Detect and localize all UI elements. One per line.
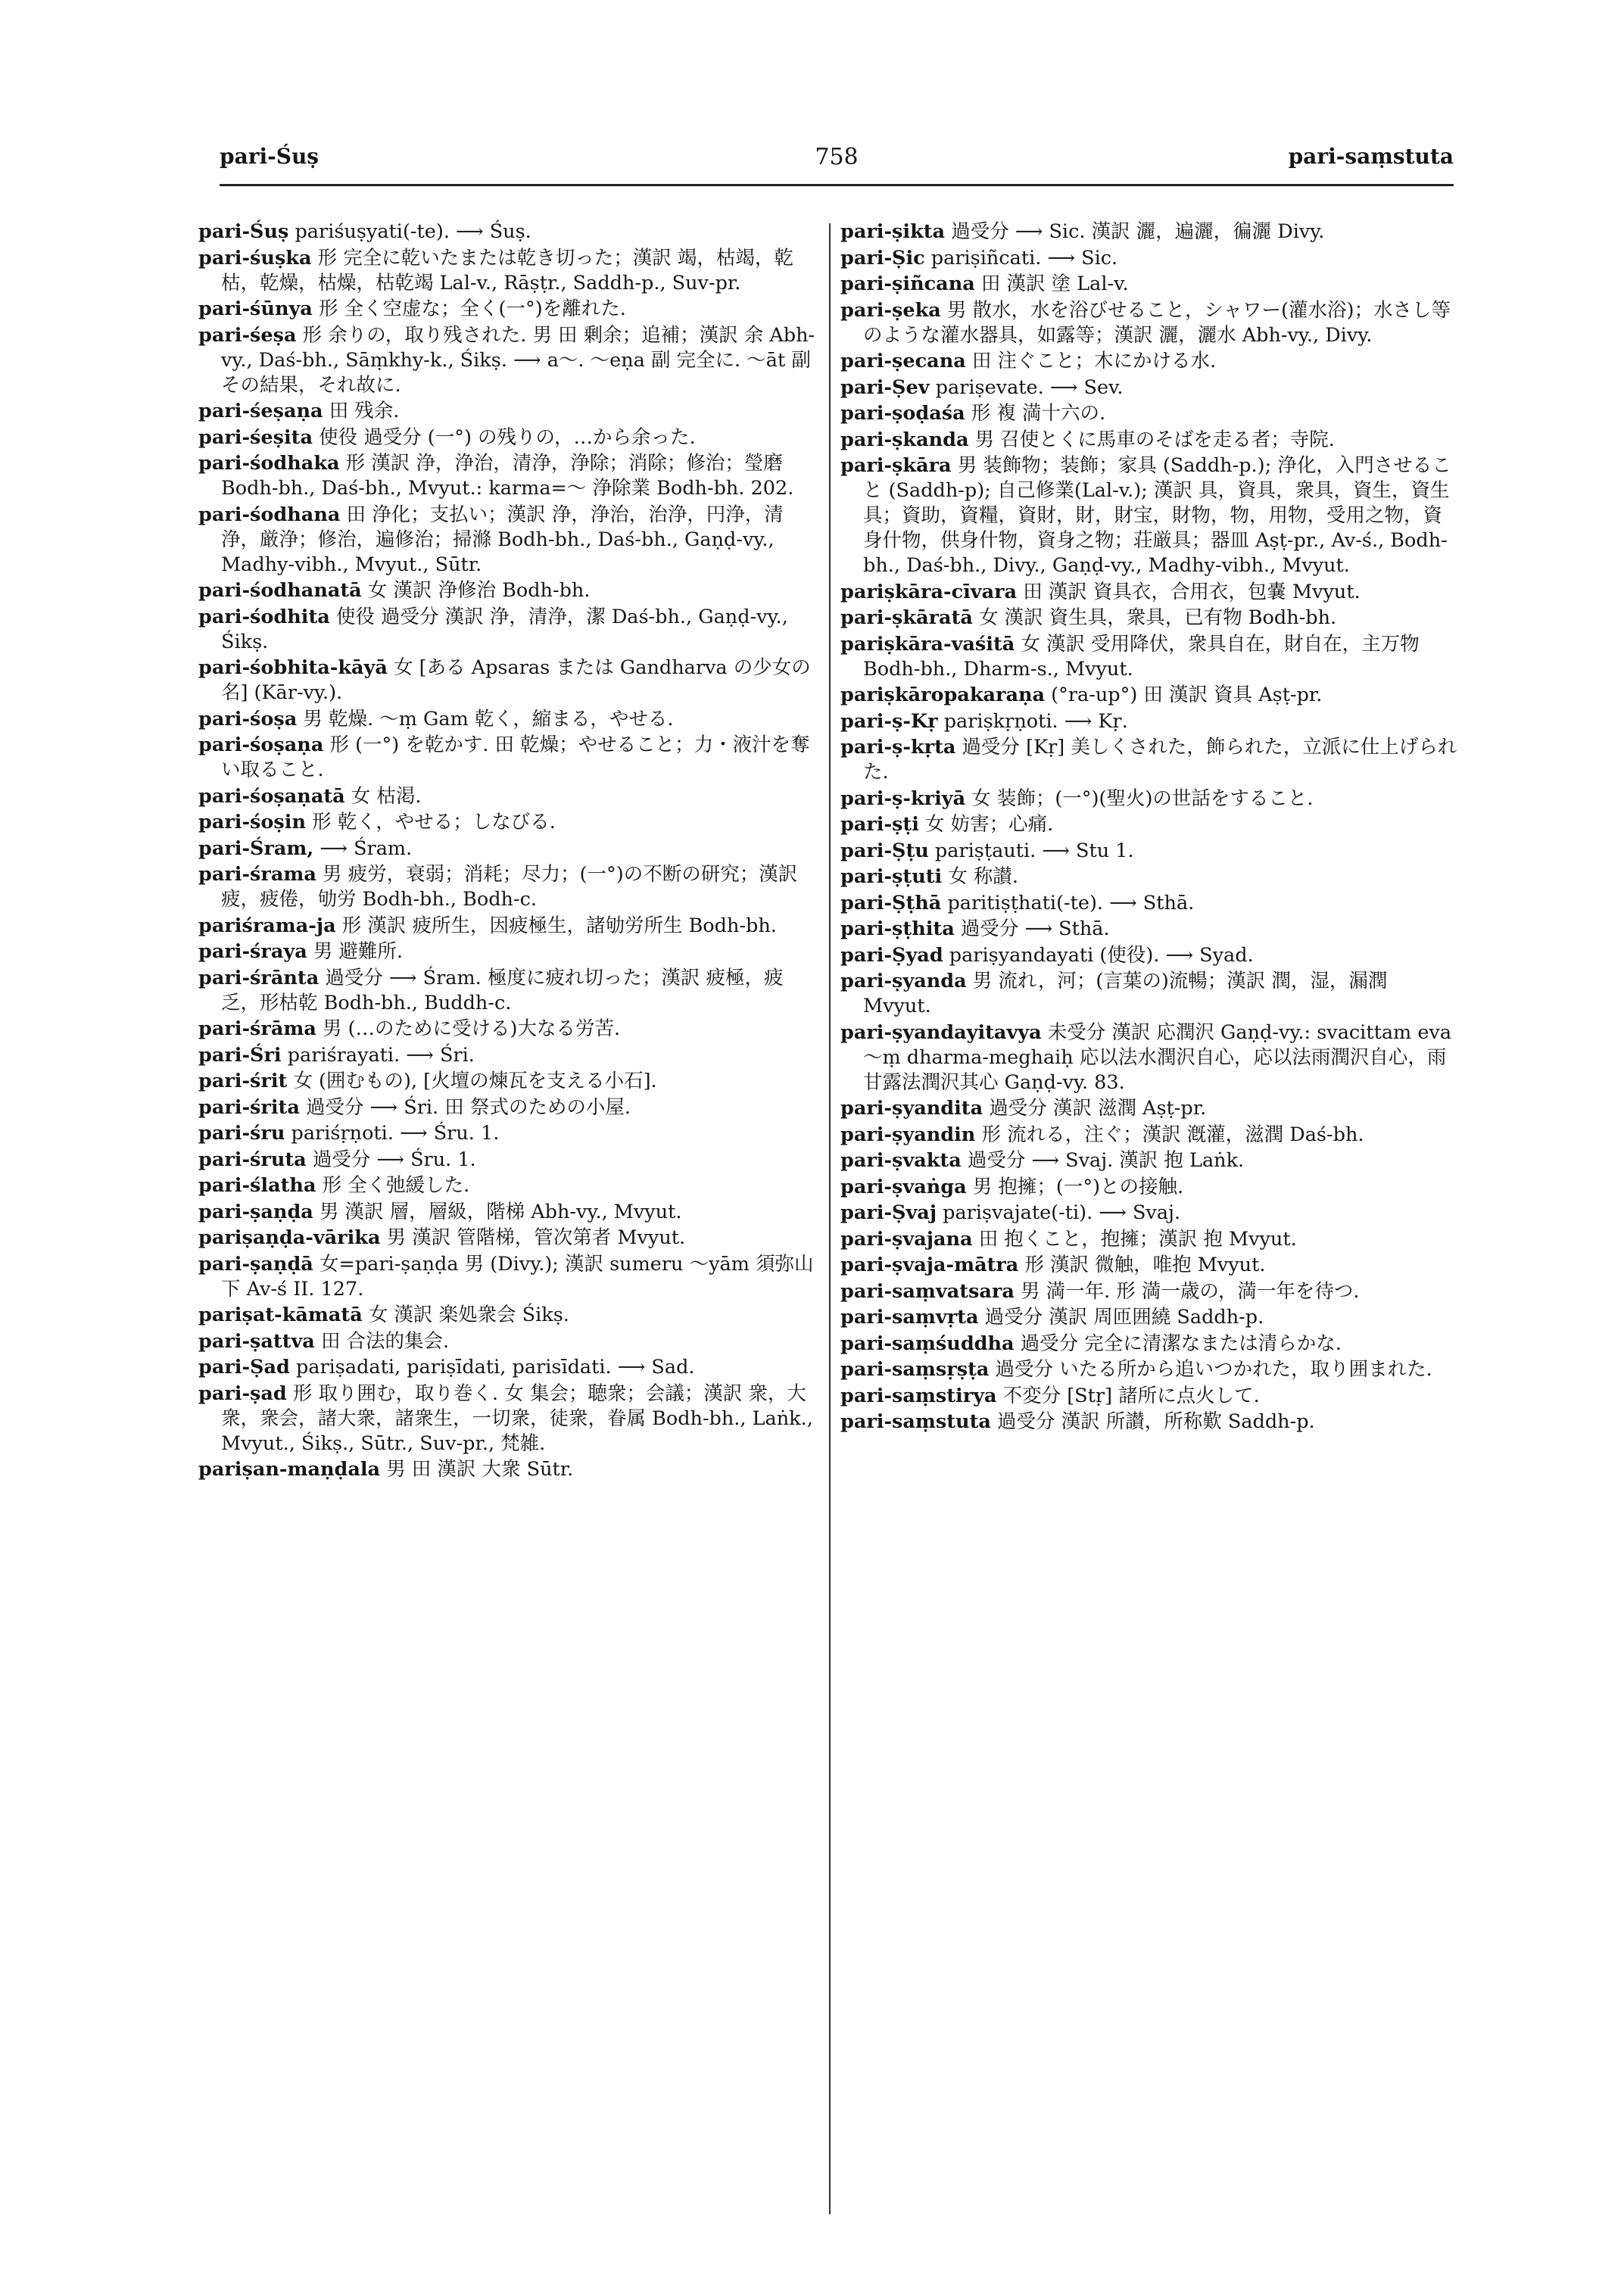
entry-headword: pari-ṣyandin	[840, 1123, 976, 1146]
entry-headword: pari-śoṣaṇatā	[198, 784, 345, 808]
right-column	[840, 220, 1457, 1436]
dictionary-entry	[840, 1305, 1457, 1330]
entry-definition: pariṣevate. ⟶ Sev.	[935, 375, 1124, 399]
dictionary-entry	[198, 1017, 815, 1042]
entry-headword: pari-śeṣaṇa	[198, 400, 323, 422]
dictionary-entry	[840, 1410, 1457, 1435]
entry-definition: 女 漢訳 浄修治 Bodh-bh.	[367, 579, 591, 602]
entry-definition: 過受分 ⟶ Svaj. 漢訳 抱 Laṅk.	[967, 1149, 1245, 1172]
entry-headword: pari-Ṣṭu	[840, 839, 929, 862]
entry-definition: 形 漢訳 微触，唯抱 Mvyut.	[1024, 1254, 1266, 1276]
entry-definition: 過受分 漢訳 周匝囲繞 Saddh-p.	[984, 1306, 1264, 1329]
dictionary-entry	[198, 1095, 815, 1120]
dictionary-entry	[840, 1227, 1457, 1252]
entry-headword: pari-ṣad	[198, 1382, 287, 1405]
entry-definition: 田 残余.	[329, 400, 400, 422]
entry-definition: 形 漢訳 浄，浄治，清浄，浄除；消除；修治；瑩磨 Bodh-bh., Daś-bh., Mvyut.: karma=〜 浄除業 Bodh-bh. 202.	[221, 452, 794, 500]
entry-headword: pari-ṣvakta	[840, 1149, 962, 1172]
entry-definition: pariṣvajate(-ti). ⟶ Svaj.	[943, 1201, 1181, 1224]
entry-definition: 女 妨害；心痛.	[925, 813, 1054, 836]
dictionary-entry	[198, 1173, 815, 1198]
dictionary-entry	[840, 428, 1457, 453]
entry-headword: pari-ṣiñcana	[840, 273, 975, 295]
entry-definition: 男 満一年. 形 満一歳の，満一年を待つ.	[1020, 1279, 1360, 1303]
entry-definition: 女=pari-ṣaṇḍa 男 (Divy.); 漢訳 sumeru 〜yām 須弥山下 Av-ś II. 127.	[221, 1252, 814, 1301]
entry-definition: 女 称讃.	[948, 865, 1019, 888]
entry-headword: pari-śrama	[198, 863, 316, 886]
dictionary-entry	[840, 917, 1457, 942]
entry-headword: pari-Ṣvaj	[840, 1201, 937, 1224]
dictionary-entry	[198, 1226, 815, 1251]
entry-headword: pari-ślatha	[198, 1174, 316, 1197]
entry-headword: pari-śodhita	[198, 605, 330, 628]
entry-definition: 使役 過受分 漢訳 浄，清浄，潔 Daś-bh., Gaṇḍ-vy., Śikṣ.	[221, 605, 788, 653]
entry-definition: 形 漢訳 疲所生，因疲極生，諸劬労所生 Bodh-bh.	[341, 914, 777, 937]
entry-definition: paritiṣṭhati(-te). ⟶ Sthā.	[947, 891, 1195, 914]
dictionary-entry	[840, 1357, 1457, 1382]
entry-headword: pari-ṣeka	[840, 298, 941, 322]
dictionary-entry	[840, 709, 1457, 734]
entry-definition: pariṣṭauti. ⟶ Stu 1.	[934, 839, 1134, 862]
dictionary-entry	[198, 297, 815, 322]
entry-headword: pari-śruta	[198, 1148, 307, 1171]
dictionary-entry	[840, 683, 1457, 708]
entry-headword: pari-śodhanatā	[198, 579, 362, 602]
entry-headword: pari-ṣvaṅga	[840, 1175, 967, 1198]
dictionary-entry	[840, 1123, 1457, 1148]
entry-definition: 田 抱くこと，抱擁；漢訳 抱 Mvyut.	[978, 1227, 1297, 1251]
dictionary-entry	[198, 837, 815, 861]
dictionary-entry	[840, 1253, 1457, 1278]
dictionary-entry	[840, 246, 1457, 271]
entry-definition: pariśrayati. ⟶ Śri.	[287, 1043, 475, 1067]
dictionary-entry	[840, 943, 1457, 968]
dictionary-entry	[840, 272, 1457, 297]
entry-headword: pari-ṣattva	[198, 1329, 315, 1353]
entry-definition: 過受分 いたる所から追いつかれた，取り囲まれた.	[995, 1358, 1432, 1381]
entry-headword: pari-ṣ-kṛta	[840, 736, 956, 759]
entry-definition: 過受分 漢訳 滋潤 Aṣṭ-pr.	[989, 1097, 1207, 1120]
entry-definition: pariṣkṛṇoti. ⟶ Kṛ.	[943, 709, 1128, 733]
entry-headword: pari-ṣ-kriyā	[840, 787, 966, 810]
dictionary-entry	[198, 323, 815, 398]
entry-definition: 使役 過受分 (一°) の残りの，…から余った.	[319, 425, 696, 449]
entry-headword: pari-ṣvajana	[840, 1227, 973, 1251]
entry-definition: 形 (一°) を乾かす. 田 乾燥；やせること；力・液汁を奪い取ること.	[221, 734, 810, 781]
entry-definition: 形 複 満十六の.	[971, 402, 1106, 425]
entry-headword: pari-śūnya	[198, 298, 313, 320]
dictionary-entry	[840, 1020, 1457, 1095]
entry-headword: pari-Śram,	[198, 837, 314, 860]
dictionary-entry	[840, 298, 1457, 348]
entry-headword: pari-śrit	[198, 1070, 288, 1092]
dictionary-entry	[198, 1329, 815, 1354]
entry-headword: pari-ṣkāratā	[840, 606, 973, 629]
entry-headword: pari-ṣ-Kṛ	[840, 709, 938, 733]
entry-definition: pariśuṣyati(-te). ⟶ Śuṣ.	[295, 220, 531, 243]
entry-definition: 男 漢訳 層，層級，階梯 Abh-vy., Mvyut.	[319, 1200, 682, 1223]
left-column	[198, 220, 815, 1484]
entry-headword: pari-śodhana	[198, 503, 341, 526]
entry-definition: 形 全く弛緩した.	[322, 1174, 470, 1197]
dictionary-entry	[198, 810, 815, 835]
dictionary-entry	[198, 220, 815, 245]
entry-definition: 男 散水，水を浴びせること，シャワー(灌水浴)；水さし等のような灌水器具，如露等；漢訳 灑，灑水 Abh-vy., Divy.	[863, 298, 1451, 347]
entry-definition: 形 完全に乾いたまたは乾き切った；漢訳 竭，枯竭，乾枯，乾燥，枯燥，枯乾竭 Lal-v., Rāṣṭr., Saddh-p., Suv-pr.	[221, 246, 793, 294]
entry-definition: 未受分 漢訳 応潤沢 Gaṇḍ-vy.: svacittam eva 〜ṃ dharma-meghaiḥ 応以法水潤沢自心，応以法雨潤沢自心，雨甘露法潤沢其心 Gaṇḍ-vy. 83.	[863, 1020, 1452, 1094]
entry-definition: 女 漢訳 楽処衆会 Śikṣ.	[368, 1304, 569, 1326]
dictionary-entry	[198, 1355, 815, 1380]
entry-headword: pari-śrāma	[198, 1017, 316, 1040]
entry-headword: pari-śrita	[198, 1095, 300, 1119]
dictionary-entry	[840, 812, 1457, 837]
entry-headword: pari-Śuṣ	[198, 220, 289, 243]
entry-headword: pariṣkāra-cīvara	[840, 580, 1018, 603]
entry-definition: 田 合法的集会.	[320, 1329, 450, 1353]
entry-headword: pari-ṣṭi	[840, 813, 919, 836]
entry-definition: 過受分 ⟶ Śri. 田 祭式のための小屋.	[305, 1095, 631, 1119]
dictionary-entry	[198, 1069, 815, 1094]
entry-headword: pari-śodhaka	[198, 452, 340, 475]
entry-headword: pari-ṣaṇḍa	[198, 1200, 313, 1223]
entry-headword: pari-ṣyandita	[840, 1097, 983, 1120]
entry-headword: pari-Ṣṭhā	[840, 891, 942, 914]
dictionary-entry	[198, 399, 815, 424]
dictionary-entry	[840, 453, 1457, 578]
entry-headword: pari-ṣoḍaśa	[840, 402, 965, 425]
entry-definition: 形 乾く，やせる；しなびる.	[312, 811, 556, 833]
dictionary-entry	[198, 862, 815, 912]
dictionary-entry	[198, 939, 815, 964]
entry-headword: pari-Ṣyad	[840, 943, 943, 967]
entry-headword: pari-śeṣa	[198, 323, 297, 347]
entry-definition: 過受分 ⟶ Śru. 1.	[312, 1148, 476, 1171]
dictionary-entry	[840, 632, 1457, 682]
entry-definition: 田 注ぐこと；木にかける水.	[971, 350, 1217, 372]
entry-definition: 形 流れる，注ぐ；漢訳 漑灌，滋潤 Daś-bh.	[981, 1123, 1364, 1146]
dictionary-entry	[198, 1382, 815, 1456]
entry-headword: pari-saṃvṛta	[840, 1306, 979, 1329]
entry-headword: pariṣaṇḍa-vārika	[198, 1226, 381, 1249]
entry-headword: pari-ṣikta	[840, 220, 946, 243]
entry-definition: 女 漢訳 資生具，衆具，已有物 Bodh-bh.	[978, 606, 1337, 629]
entry-headword: pariṣat-kāmatā	[198, 1304, 363, 1326]
entry-headword: pari-śobhita-kāyā	[198, 656, 388, 679]
entry-headword: pari-saṃśuddha	[840, 1332, 1015, 1355]
entry-definition: 男 (…のために受ける)大なる労苦.	[323, 1017, 621, 1040]
entry-headword: pari-ṣaṇḍā	[198, 1252, 313, 1276]
dictionary-entry	[198, 1457, 815, 1482]
entry-headword: pari-ṣyanda	[840, 970, 967, 992]
entry-definition: 男 抱擁；(一°)との接触.	[972, 1175, 1184, 1198]
dictionary-entry	[840, 1201, 1457, 1226]
entry-headword: pari-ṣecana	[840, 350, 966, 372]
dictionary-entry	[840, 735, 1457, 785]
entry-headword: pari-śuṣka	[198, 246, 312, 269]
header-right-guideword: pari-saṃstuta	[1288, 144, 1454, 169]
entry-definition: 過受分 ⟶ Śram. 極度に疲れ切った；漢訳 疲極，疲乏，形枯乾 Bodh-bh., Buddh-c.	[221, 966, 784, 1014]
page-number: 758	[815, 144, 859, 170]
dictionary-entry	[840, 865, 1457, 889]
entry-definition: (°ra-up°) 田 漢訳 資具 Aṣṭ-pr.	[1051, 684, 1323, 706]
dictionary-entry	[840, 401, 1457, 426]
entry-headword: pari-ṣkanda	[840, 428, 969, 451]
dictionary-entry	[198, 451, 815, 501]
entry-headword: pari-Ṣic	[840, 246, 925, 269]
entry-definition: 男 避難所.	[313, 940, 404, 963]
entry-headword: pari-saṃsṛṣṭa	[840, 1358, 990, 1381]
entry-definition: ⟶ Śram.	[320, 837, 413, 860]
header-rule	[220, 184, 1454, 186]
dictionary-entry	[198, 1200, 815, 1225]
dictionary-entry	[840, 1175, 1457, 1200]
entry-definition: 女 [ある Apsaras または Gandharva の少女の名] (Kār-vy.).	[221, 656, 811, 704]
dictionary-entry	[198, 1148, 815, 1173]
entry-definition: 女 漢訳 受用降伏，衆具自在，財自在，主万物 Bodh-bh., Dharm-s., Mvyut.	[863, 632, 1420, 681]
entry-headword: pari-śraya	[198, 940, 307, 963]
dictionary-entry	[840, 1279, 1457, 1304]
dictionary-entry	[840, 839, 1457, 864]
entry-headword: pari-Ṣad	[198, 1356, 290, 1379]
entry-definition: pariśṛṇoti. ⟶ Śru. 1.	[291, 1122, 500, 1145]
dictionary-entry	[198, 1121, 815, 1146]
dictionary-entry	[840, 580, 1457, 605]
dictionary-entry	[198, 966, 815, 1016]
entry-headword: pari-śoṣa	[198, 707, 298, 731]
entry-headword: pari-ṣṭuti	[840, 865, 943, 888]
dictionary-entry	[198, 784, 815, 809]
entry-headword: pari-śeṣita	[198, 425, 313, 449]
dictionary-entry	[840, 349, 1457, 374]
entry-definition: 過受分 完全に清潔なまたは清らかな.	[1020, 1332, 1342, 1355]
entry-definition: pariṣyandayati (使役). ⟶ Syad.	[949, 943, 1254, 967]
dictionary-entry	[840, 969, 1457, 1019]
dictionary-entry	[198, 246, 815, 296]
dictionary-entry	[840, 1332, 1457, 1357]
page-header	[220, 144, 1454, 180]
dictionary-entry	[840, 220, 1457, 245]
entry-headword: pari-śoṣaṇa	[198, 734, 324, 756]
entry-headword: pari-ṣyandayitavya	[840, 1020, 1042, 1044]
entry-headword: pari-ṣvaja-mātra	[840, 1254, 1019, 1276]
dictionary-entry	[198, 605, 815, 655]
dictionary-entry	[198, 914, 815, 939]
entry-definition: 女 (囲むもの), [火壇の煉瓦を支える小石].	[293, 1070, 657, 1092]
entry-definition: 男 漢訳 管階梯，管次第者 Mvyut.	[386, 1226, 686, 1249]
dictionary-entry	[840, 606, 1457, 631]
dictionary-entry	[840, 375, 1457, 400]
entry-definition: pariṣadati, pariṣīdati, parisīdati. ⟶ Sad.	[295, 1356, 695, 1379]
header-left-guideword: pari-Śuṣ	[220, 144, 320, 169]
dictionary-entry	[840, 787, 1457, 812]
entry-definition: 女 枯渇.	[351, 784, 422, 808]
entry-definition: pariṣiñcati. ⟶ Sic.	[930, 246, 1118, 269]
entry-headword: pariṣkāropakaraṇa	[840, 684, 1046, 706]
entry-definition: 過受分 漢訳 所讃，所称歎 Saddh-p.	[997, 1410, 1315, 1433]
entry-headword: pari-śrānta	[198, 966, 320, 989]
entry-definition: 女 装飾；(一°)(聖火)の世話をすること.	[971, 787, 1314, 810]
dictionary-entry	[840, 1384, 1457, 1409]
dictionary-entry	[198, 1043, 815, 1068]
entry-headword: pariṣan-maṇḍala	[198, 1458, 381, 1481]
dictionary-entry	[198, 1303, 815, 1328]
entry-definition: 過受分 ⟶ Sthā.	[960, 918, 1110, 940]
dictionary-entry	[198, 733, 815, 783]
dictionary-entry	[840, 1148, 1457, 1173]
entry-headword: pari-Ṣev	[840, 375, 930, 399]
entry-definition: 田 浄化；支払い；漢訳 浄，浄治，治浄，円浄，清浄，厳浄；修治，遍修治；掃滌 Bodh-bh., Daś-bh., Gaṇḍ-vy., Madhy-vibh., Mvyut., Sūtr.	[221, 503, 784, 576]
entry-headword: pari-Śri	[198, 1043, 282, 1067]
entry-definition: 男 流れ，河；(言葉の)流暢；漢訳 潤，湿，漏潤 Mvyut.	[863, 970, 1388, 1017]
entry-definition: 男 田 漢訳 大衆 Sūtr.	[386, 1458, 574, 1481]
entry-definition: 形 全く空虚な；全く(一°)を離れた.	[318, 298, 626, 320]
entry-definition: 男 疲労，衰弱；消耗；尽力；(一°)の不断の研究；漢訳 疲，疲倦，劬労 Bodh-bh., Bodh-c.	[221, 863, 798, 911]
entry-headword: pari-śoṣin	[198, 811, 307, 833]
entry-headword: pariṣkāra-vaśitā	[840, 632, 1015, 656]
entry-headword: pari-ṣkāra	[840, 454, 952, 477]
entry-definition: 男 装飾物；装飾；家具 (Saddh-p.); 浄化，入門させること (Saddh-p); 自己修業(Lal-v.); 漢訳 具，資具，衆具，資生，資生具；資助，資糧，資財，財，財宝，財物，物，用物，受用之物，資身什物，供身什物，資身之物；荘厳具；器皿 Aṣṭ-pr., Av-ś., Bodh-bh., Daś-bh., Divy., Gaṇḍ-vy., Madhy-vibh., Mvyut.	[863, 454, 1451, 577]
entry-headword: pari-śru	[198, 1122, 285, 1145]
dictionary-entry	[198, 578, 815, 603]
entry-headword: pari-saṃvatsara	[840, 1279, 1015, 1303]
entry-definition: 形 余りの，取り残された. 男 田 剰余；追補；漢訳 余 Abh-vy., Daś-bh., Sāṃkhy-k., Śikṣ. ⟶ a〜. 〜eṇa 副 完全に. 〜āt 副 その結果，それ故に.	[221, 323, 815, 397]
dictionary-entry	[840, 1096, 1457, 1121]
entry-definition: 男 乾燥. 〜ṃ Gam 乾く，縮まる，やせる.	[303, 707, 674, 731]
entry-definition: 田 漢訳 塗 Lal-v.	[980, 273, 1129, 295]
entry-headword: pari-saṃstuta	[840, 1410, 991, 1433]
column-divider	[829, 223, 831, 2214]
dictionary-entry	[840, 891, 1457, 916]
entry-definition: 過受分 ⟶ Sic. 漢訳 灑，遍灑，徧灑 Divy.	[951, 220, 1325, 243]
dictionary-entry	[198, 503, 815, 578]
dictionary-entry	[198, 656, 815, 706]
entry-definition: 不変分 [Stṛ] 諸所に点火して.	[1002, 1384, 1260, 1407]
entry-headword: pari-saṃstirya	[840, 1384, 997, 1407]
entry-definition: 過受分 [Kṛ] 美しくされた，飾られた，立派に仕上げられた.	[863, 736, 1457, 784]
entry-headword: pariśrama-ja	[198, 914, 336, 937]
entry-definition: 男 召使とくに馬車のそばを走る者；寺院.	[974, 428, 1335, 451]
dictionary-entry	[198, 1252, 815, 1302]
dictionary-entry	[198, 425, 815, 450]
dictionary-entry	[198, 707, 815, 732]
entry-definition: 田 漢訳 資具衣，合用衣，包嚢 Mvyut.	[1023, 580, 1361, 603]
entry-headword: pari-ṣṭhita	[840, 918, 955, 940]
entry-definition: 形 取り囲む，取り巻く. 女 集会；聴衆；会議；漢訳 衆，大衆，衆会，諸大衆，諸衆生，一切衆，徒衆，眷属 Bodh-bh., Laṅk., Mvyut., Śikṣ., Sūtr., Suv-pr., 梵雑.	[221, 1382, 813, 1455]
